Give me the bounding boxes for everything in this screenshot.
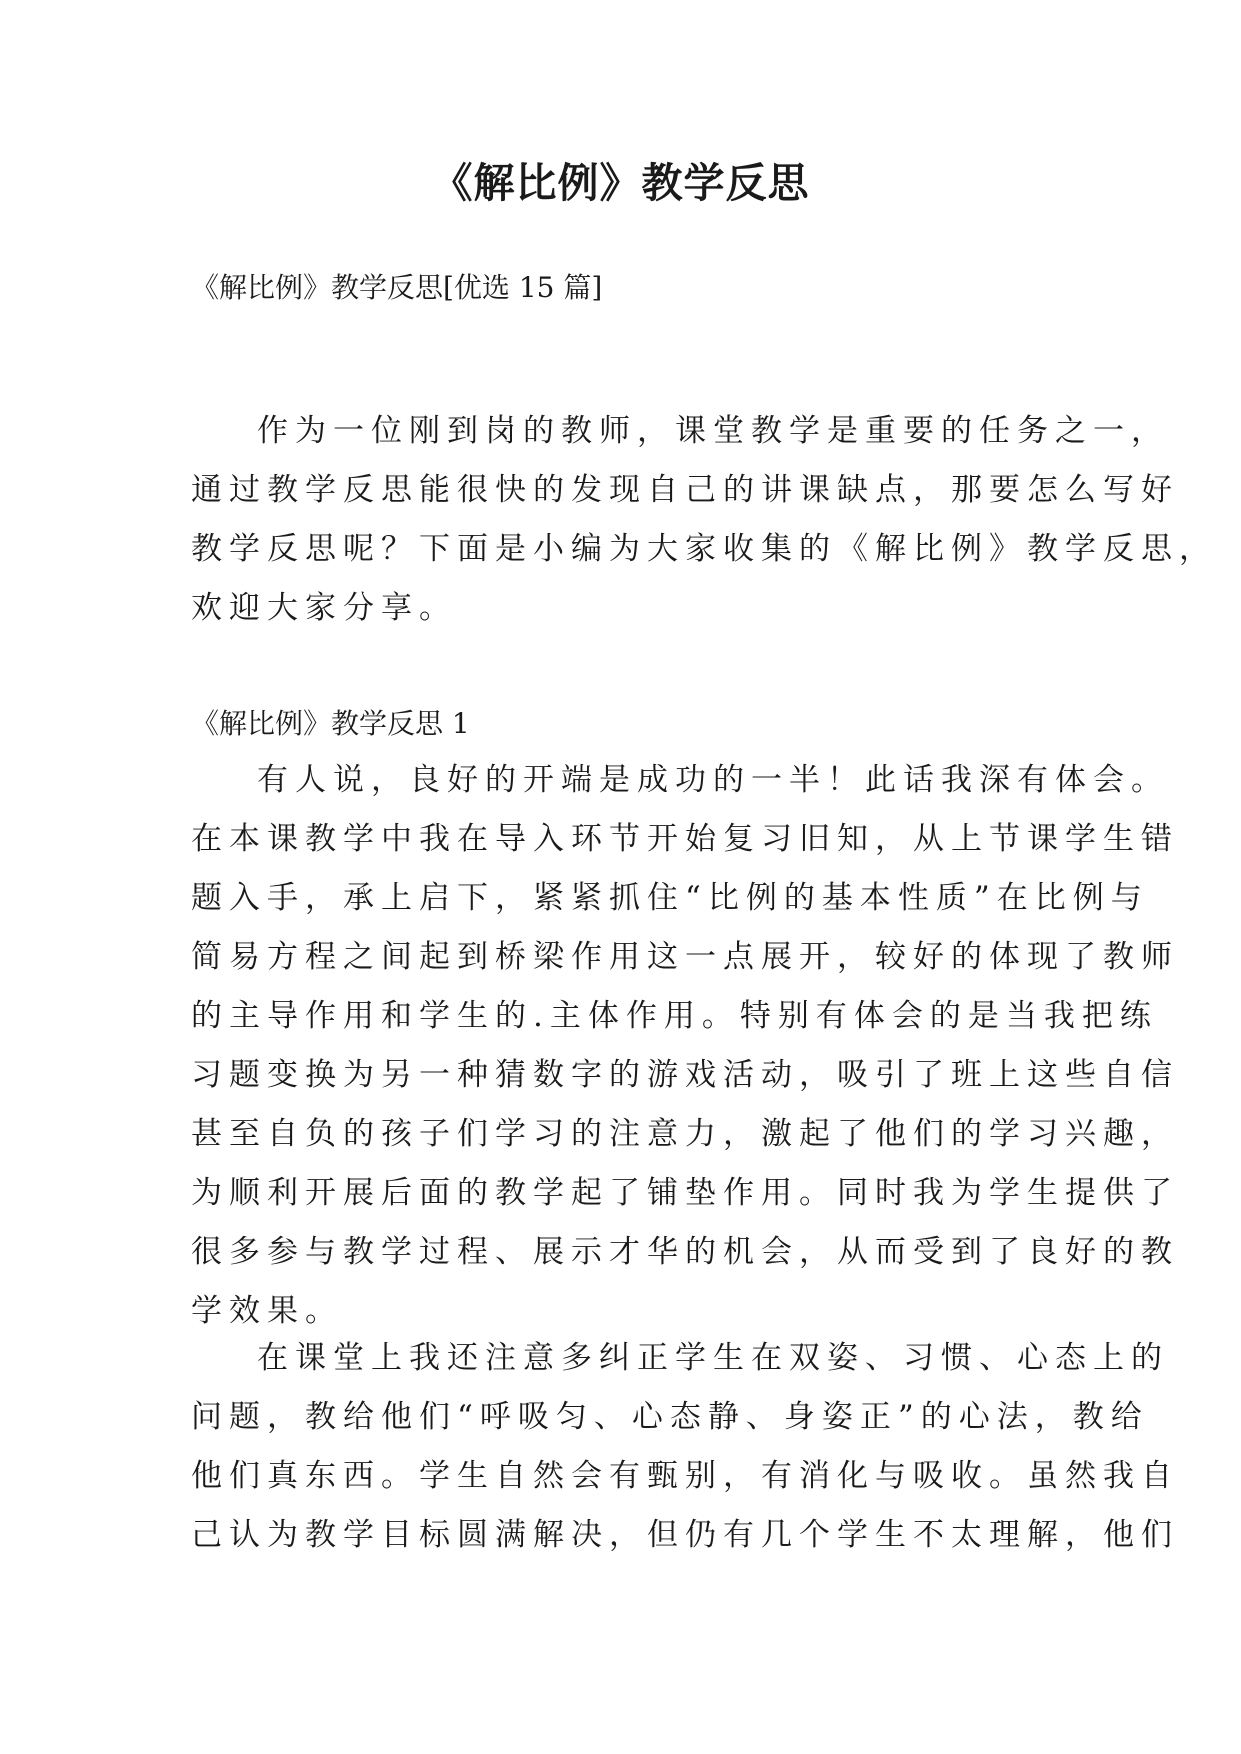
- paragraph-line: 他们真东西。学生自然会有甄别，有消化与吸收。虽然我自: [191, 1458, 1179, 1494]
- section1-paragraph-2: [191, 1329, 1179, 1565]
- paragraph-line: 在本课教学中我在导入环节开始复习旧知，从上节课学生错: [191, 821, 1179, 857]
- paragraph-line: 有人说，良好的开端是成功的一半！此话我深有体会。: [257, 762, 1169, 798]
- paragraph-line: 甚至自负的孩子们学习的注意力，激起了他们的学习兴趣，: [191, 1116, 1179, 1152]
- paragraph-line: 问题，教给他们“呼吸匀、心态静、身姿正”的心法，教给: [191, 1399, 1149, 1435]
- paragraph-line: 己认为教学目标圆满解决，但仍有几个学生不太理解，他们: [191, 1517, 1179, 1553]
- paragraph-line: 简易方程之间起到桥梁作用这一点展开，较好的体现了教师: [191, 939, 1179, 975]
- paragraph-line: 教学反思呢？下面是小编为大家收集的《解比例》教学反思，: [191, 531, 1217, 567]
- section-heading: 《解比例》教学反思 1: [191, 707, 470, 740]
- paragraph-line: 为顺利开展后面的教学起了铺垫作用。同时我为学生提供了: [191, 1175, 1179, 1211]
- paragraph-line: 学效果。: [191, 1293, 343, 1329]
- paragraph-line: 习题变换为另一种猜数字的游戏活动，吸引了班上这些自信: [191, 1057, 1179, 1093]
- paragraph-line: 通过教学反思能很快的发现自己的讲课缺点，那要怎么写好: [191, 472, 1179, 508]
- document-title: 《解比例》教学反思: [431, 159, 810, 207]
- paragraph-line: 的主导作用和学生的.主体作用。特别有体会的是当我把练: [191, 998, 1158, 1034]
- paragraph-line: 题入手，承上启下，紧紧抓住“比例的基本性质”在比例与: [191, 880, 1149, 916]
- paragraph-line: 很多参与教学过程、展示才华的机会，从而受到了良好的教: [191, 1234, 1179, 1270]
- document-subtitle: 《解比例》教学反思[优选 15 篇]: [191, 271, 603, 304]
- paragraph-line: 欢迎大家分享。: [191, 590, 457, 626]
- section1-paragraph-1: [191, 751, 1179, 1341]
- paragraph-line: 作为一位刚到岗的教师，课堂教学是重要的任务之一，: [257, 413, 1169, 449]
- intro-paragraph: [191, 402, 1217, 638]
- paragraph-line: 在课堂上我还注意多纠正学生在双姿、习惯、心态上的: [257, 1340, 1169, 1376]
